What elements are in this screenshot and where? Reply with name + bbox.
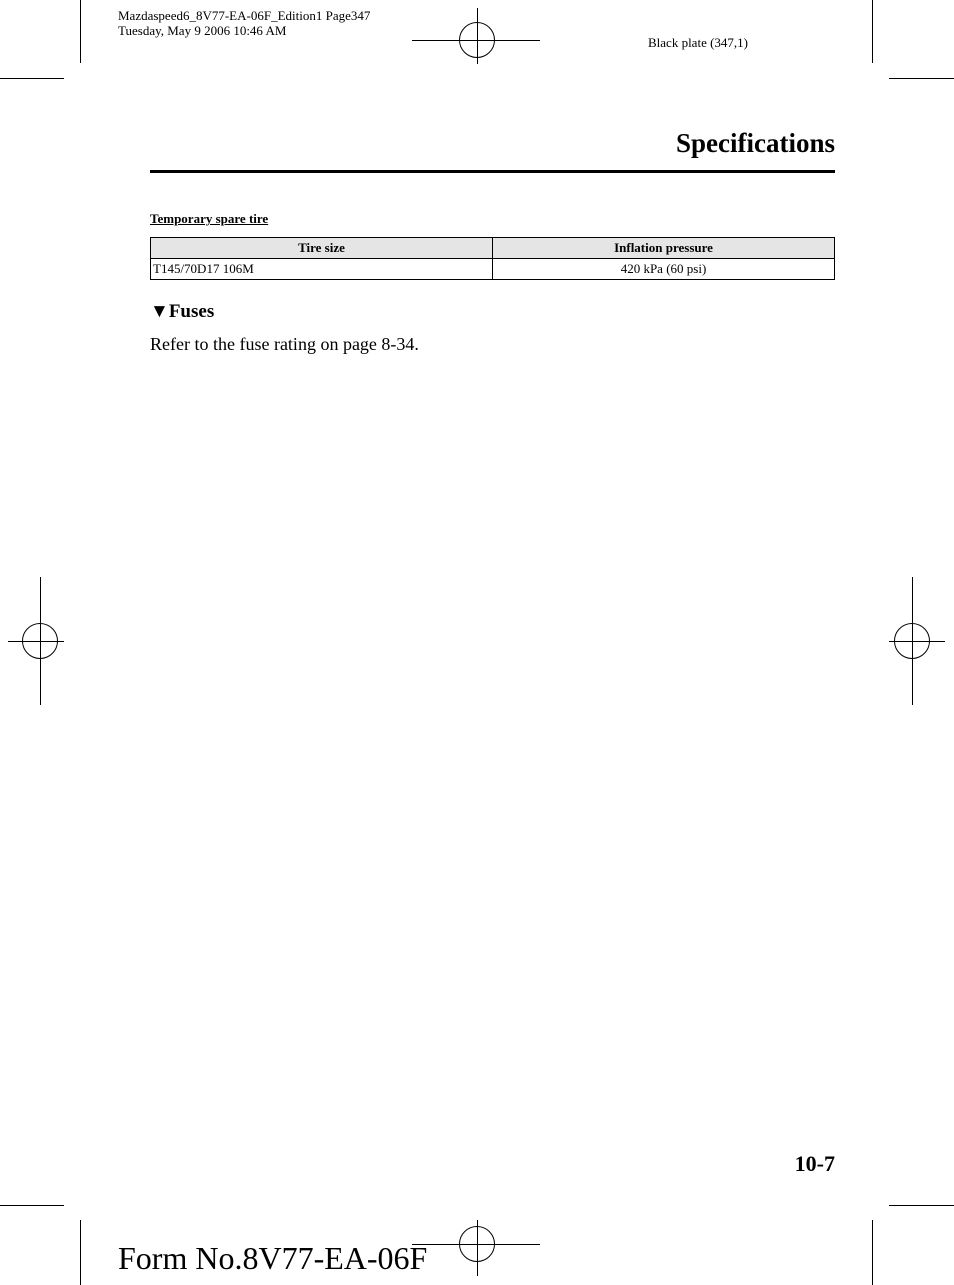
- page-number: 10-7: [794, 1151, 835, 1176]
- date-line: Tuesday, May 9 2006 10:46 AM: [118, 23, 287, 38]
- fuses-body-text: Refer to the fuse rating on page 8-34.: [150, 334, 419, 354]
- triangle-down-icon: ▼: [150, 301, 169, 322]
- inflation-pressure-cell: 420 kPa (60 psi): [493, 259, 835, 280]
- page-title: Specifications: [676, 128, 835, 158]
- spare-tire-heading: Temporary spare tire: [150, 211, 269, 226]
- table-row: [151, 259, 835, 280]
- table-header-row: [151, 238, 835, 259]
- column-header-tire-size: Tire size: [151, 238, 493, 259]
- fuses-heading: [150, 301, 214, 323]
- form-number: Form No.8V77-EA-06F: [118, 1240, 428, 1276]
- title-rule: [150, 170, 835, 173]
- plate-label: Black plate (347,1): [648, 35, 748, 50]
- spare-tire-table: [150, 237, 835, 280]
- print-header: [118, 8, 370, 38]
- tire-size-cell: T145/70D17 106M: [151, 259, 493, 280]
- file-line: Mazdaspeed6_8V77-EA-06F_Edition1 Page347: [118, 8, 371, 23]
- fuses-heading-text: Fuses: [168, 301, 215, 322]
- column-header-inflation-pressure: Inflation pressure: [493, 238, 835, 259]
